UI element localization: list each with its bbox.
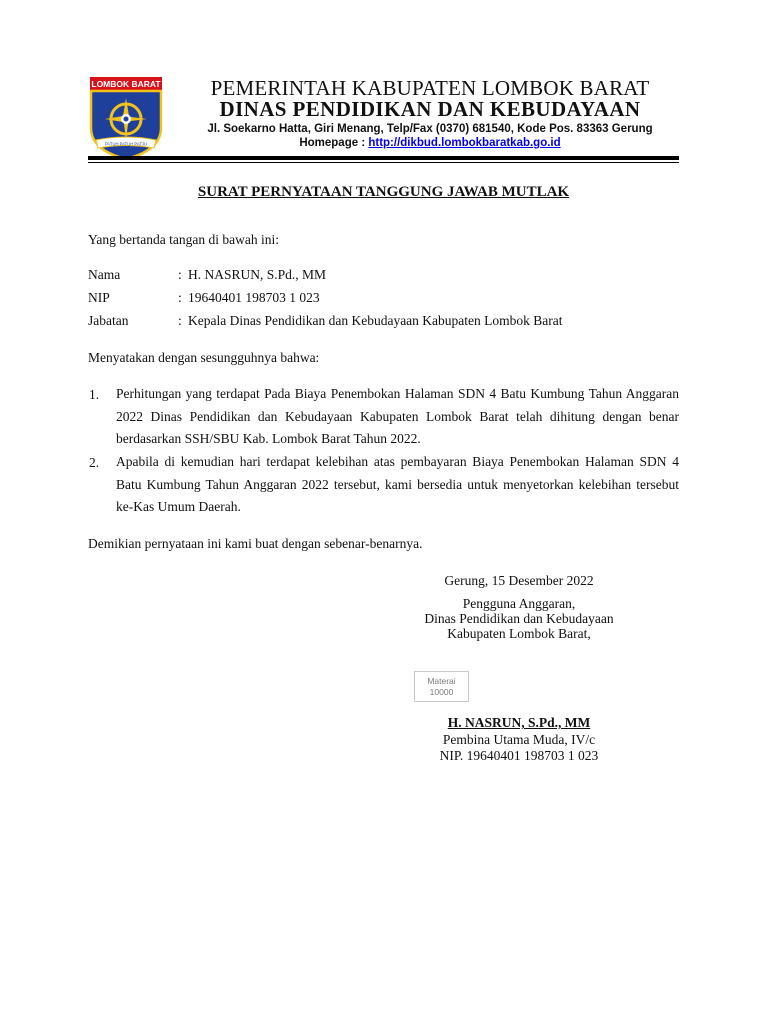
signature-role-line: Pengguna Anggaran, [462,596,576,611]
letterhead-rule-thick [88,156,679,160]
list-item-number: 2. [89,455,100,470]
homepage-label: Homepage : [299,137,369,149]
signatory-name: H. NASRUN, S.Pd., MM [447,715,591,730]
list-item-number: 1. [89,387,100,402]
signature-role-line: Kabupaten Lombok Barat, [447,626,591,641]
homepage-link[interactable]: http://dikbud.lombokbaratkab.go.id [368,137,561,149]
intro-text: Yang bertanda tangan di bawah ini: [88,232,279,247]
list-item-text: Perhitungan yang terdapat Pada Biaya Penembokan Halaman SDN 4 Batu Kumbung Tahun Anggaran 2022 Dinas Pendidikan dan Kebudayaan Kabupaten Lombok Barat telah dihitung dengan benar berdasarkan SSH/SBU Kab. Lombok Barat Tahun 2022. [116,386,679,446]
signatory-rank: Pembina Utama Muda, IV/c [442,732,596,747]
closing-text: Demikian pernyataan ini kami buat dengan sebenar-benarnya. [88,536,423,551]
letterhead-homepage [190,137,670,149]
identity-colon: : [178,313,182,328]
identity-value: 19640401 198703 1 023 [188,290,320,305]
identity-colon: : [178,267,182,282]
logo-motto: PATUH PATUH PATJU [104,141,148,147]
identity-colon: : [178,290,182,305]
signatory-nip: NIP. 19640401 198703 1 023 [439,748,599,763]
materai-value: 10000 [429,687,454,697]
signature-place-date: Gerung, 15 Desember 2022 [444,573,594,588]
signature-role-line: Dinas Pendidikan dan Kebudayaan [424,611,614,626]
list-item-text: Apabila di kemudian hari terdapat kelebihan atas pembayaran Biaya Penembokan Halaman SDN 4 Batu Kumbung Tahun Anggaran 2022 tersebut, kami bersedia untuk menyetorkan kelebihan tersebut ke-Kas Umum Daerah. [116,454,679,514]
materai-label: Materai [427,676,456,686]
document-title: SURAT PERNYATAAN TANGGUNG JAWAB MUTLAK [197,184,570,200]
identity-label: NIP [88,290,110,305]
letterhead-agency: DINAS PENDIDIKAN DAN KEBUDAYAAN [219,97,641,121]
identity-value: H. NASRUN, S.Pd., MM [188,267,327,282]
letterhead-rule-thin [88,162,679,163]
identity-label: Jabatan [88,313,129,328]
materai-stamp [414,671,469,702]
lombok-barat-logo [88,76,164,160]
logo-text: LOMBOK BARAT [91,79,161,89]
identity-value: Kepala Dinas Pendidikan dan Kebudayaan Kabupaten Lombok Barat [188,313,563,328]
letterhead-government: PEMERINTAH KABUPATEN LOMBOK BARAT [210,76,650,100]
letterhead-address: Jl. Soekarno Hatta, Giri Menang, Telp/Fax (0370) 681540, Kode Pos. 83363 Gerung [207,123,653,135]
identity-label: Nama [88,267,121,282]
statement-intro: Menyatakan dengan sesungguhnya bahwa: [88,350,320,365]
